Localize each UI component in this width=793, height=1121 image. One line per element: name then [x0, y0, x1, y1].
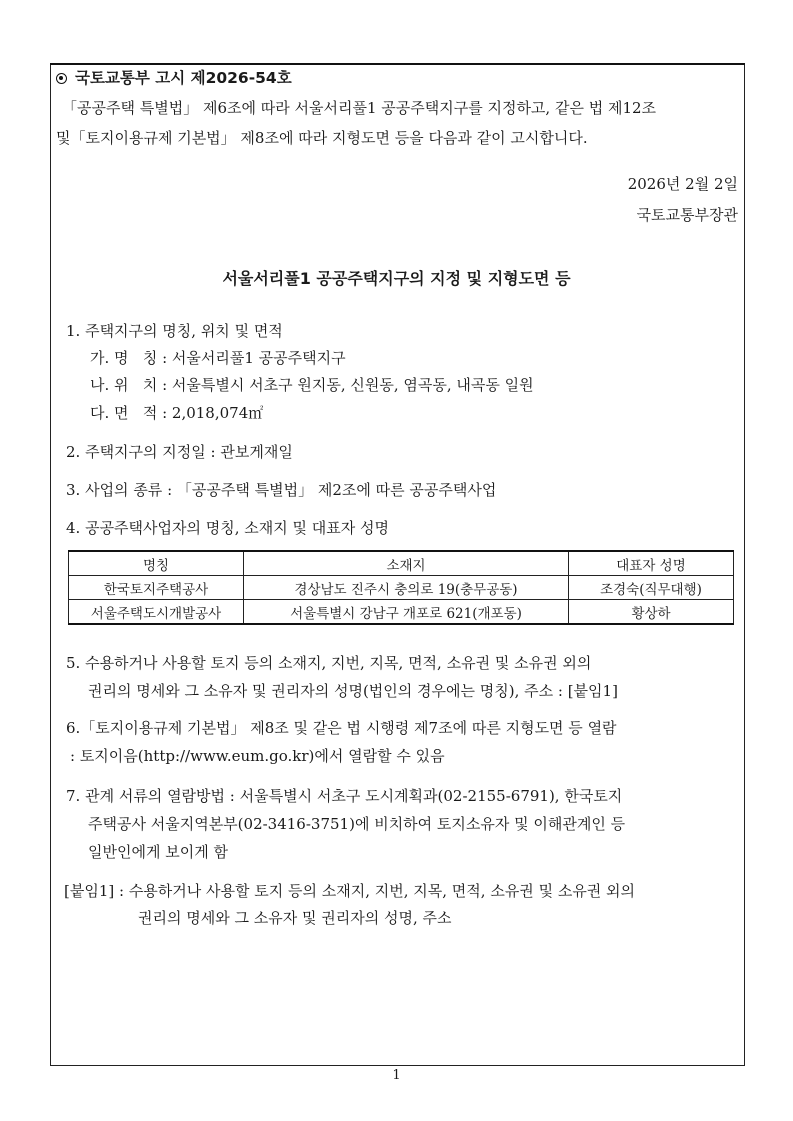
- section-5-line-1: 5. 수용하거나 사용할 토지 등의 소재지, 지번, 지목, 면적, 소유권 및 소유권 외의: [66, 654, 592, 672]
- notice-date: 2026년 2월 2일: [627, 175, 738, 193]
- table-cell: 서울특별시 강남구 개포로 621(개포동): [244, 600, 569, 625]
- attachment-line-2: 권리의 명세와 그 소유자 및 권리자의 성명, 주소: [138, 909, 452, 927]
- section-6-line-2: : 토지이음(http://www.eum.go.kr)에서 열람할 수 있음: [70, 747, 445, 765]
- intro-line-1: 「공공주택 특별법」 제6조에 따라 서울서리풀1 공공주택지구를 지정하고, 같은 법 제12조: [62, 99, 657, 117]
- table-cell: 서울주택도시개발공사: [69, 600, 244, 625]
- table-header-cell: 대표자 성명: [569, 551, 734, 576]
- section-2: 2. 주택지구의 지정일 : 관보게재일: [66, 443, 293, 461]
- attachment-line-1: [붙임1] : 수용하거나 사용할 토지 등의 소재지, 지번, 지목, 면적, 소유권 및 소유권 외의: [64, 882, 636, 900]
- fisheye-bullet-icon: [56, 73, 67, 84]
- table-row: [69, 576, 734, 600]
- section-1-location: 나. 위 치 : 서울특별시 서초구 원지동, 신원동, 염곡동, 내곡동 일원: [90, 376, 534, 394]
- section-7-line-1: 7. 관계 서류의 열람방법 : 서울특별시 서초구 도시계획과(02-2155-6791), 한국토지: [66, 787, 623, 805]
- section-4: 4. 공공주택사업자의 명칭, 소재지 및 대표자 성명: [66, 519, 389, 537]
- section-6-line-1: 6.「토지이용규제 기본법」 제8조 및 같은 법 시행령 제7조에 따른 지형도면 등 열람: [66, 719, 617, 737]
- intro-line-2: 및「토지이용규제 기본법」 제8조에 따라 지형도면 등을 다음과 같이 고시합니다.: [56, 129, 588, 147]
- document-title: 서울서리풀1 공공주택지구의 지정 및 지형도면 등: [222, 269, 571, 288]
- table-header-cell: 명칭: [69, 551, 244, 576]
- operator-table: [68, 550, 734, 625]
- table-cell: 경상남도 진주시 충의로 19(충무공동): [244, 576, 569, 600]
- notice-header-text: 국토교통부 고시 제2026-54호: [75, 69, 292, 87]
- table-cell: 조경숙(직무대행): [569, 576, 734, 600]
- notice-header: [56, 66, 292, 88]
- table-header-row: [69, 551, 734, 576]
- section-5-line-2: 권리의 명세와 그 소유자 및 권리자의 성명(법인의 경우에는 명칭), 주소 : [붙임1]: [88, 682, 618, 700]
- page-number: 1: [392, 1068, 401, 1083]
- table-header-cell: 소재지: [244, 551, 569, 576]
- section-1-name: 가. 명 칭 : 서울서리풀1 공공주택지구: [90, 349, 346, 367]
- section-7-line-2: 주택공사 서울지역본부(02-3416-3751)에 비치하여 토지소유자 및 이해관계인 등: [88, 815, 626, 833]
- section-3: 3. 사업의 종류 : 「공공주택 특별법」 제2조에 따른 공공주택사업: [66, 481, 497, 499]
- top-rule: [50, 63, 745, 65]
- section-1-area: 다. 면 적 : 2,018,074㎡: [90, 404, 264, 422]
- notice-issuer: 국토교통부장관: [636, 206, 738, 224]
- table-row: [69, 600, 734, 625]
- table-cell: 한국토지주택공사: [69, 576, 244, 600]
- section-7-line-3: 일반인에게 보이게 함: [88, 843, 228, 861]
- table-cell: 황상하: [569, 600, 734, 625]
- section-1-heading: 1. 주택지구의 명칭, 위치 및 면적: [66, 322, 283, 340]
